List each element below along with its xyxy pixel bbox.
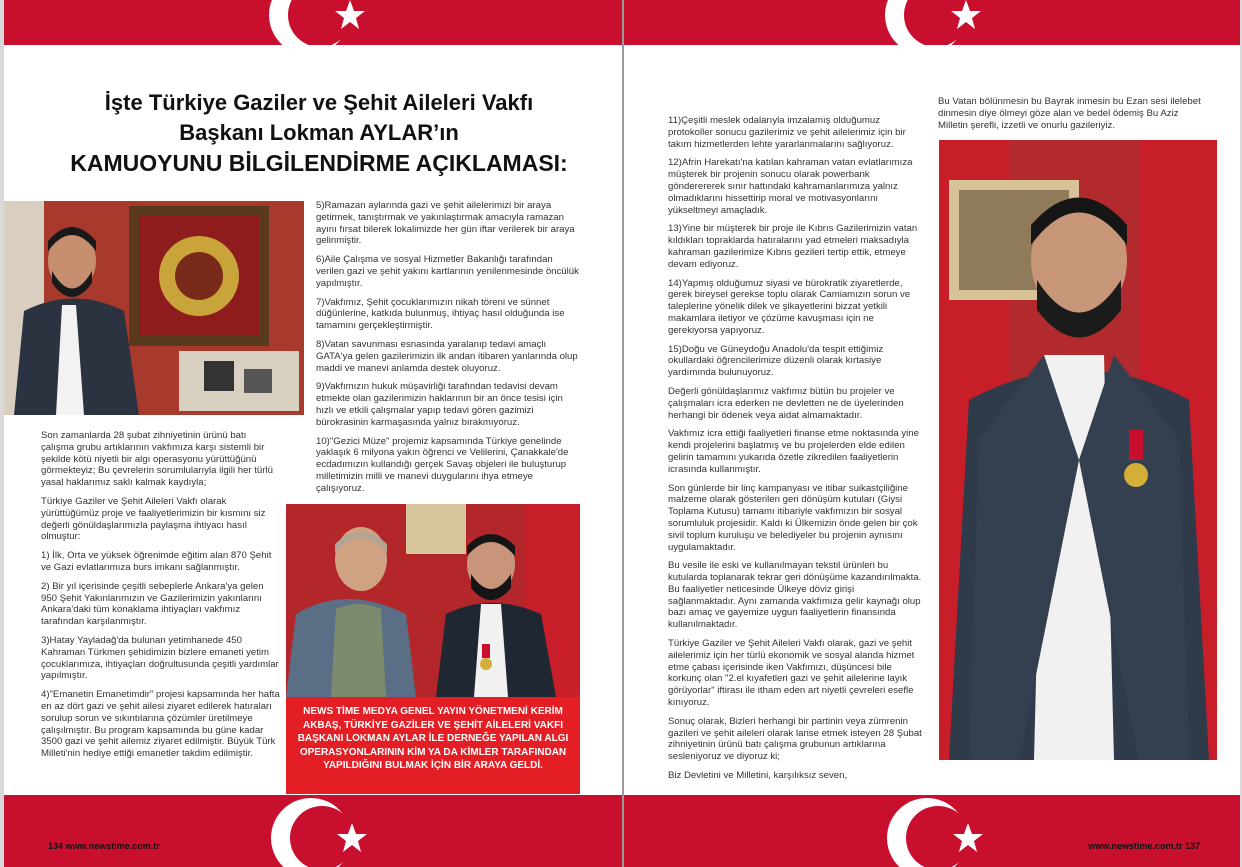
- photo-two-men: [286, 504, 580, 697]
- article-title: [44, 88, 594, 178]
- top-flag-band-left: [4, 0, 622, 45]
- crescent-star-icon: [264, 0, 374, 45]
- paragraph: 15)Doğu ve Güneydoğu Anadolu'da tespit ettiğimiz okullardaki öğrencilerimize düzenli olarak kırtasiye yardımında bulunuyoruz.: [668, 343, 884, 379]
- paragraph: Sonuç olarak, Bizleri herhangi bir partinin veya zümrenin gazileri ve şehit aileleri olarak lanse etmek isteyen 28 Şubat zihniyetinin ürünü batı çalışma grubunun artıklarına sesleniyoruz ve diyoruz ki;: [668, 715, 922, 763]
- top-flag-band-right: [624, 0, 1240, 45]
- paragraph: Son zamanlarda 28 şubat zihniyetinin ürünü batı çalışma grubu artıklarının vakfımıza karşı sistemli bir şekilde kötü niyetli bir algı operasyonu yürüttüğünü görmekteyiz; Bu çevrelerin sorumlularıyla ilgili her türlü yasal haklarımız saklı kalmak kaydıyla;: [41, 430, 273, 489]
- right-page: [624, 0, 1240, 867]
- paragraph: 6)Aile Çalışma ve sosyal Hizmetler Bakanlığı tarafından verilen gazi ve şehit yakını kartlarının yenilenmesinde öncülük yapılmıştır.: [316, 254, 579, 289]
- right-text-column: [668, 115, 924, 789]
- photo-caption: NEWS TİME MEDYA GENEL YAYIN YÖNETMENİ KERİM AKBAŞ, TÜRKİYE GAZİLER VE ŞEHİT AİLELERİ VAKFI BAŞKANI LOKMAN AYLAR İLE DERNEĞE YAPILAN ALGI OPERASYONLARININ KİM YA DA KİMLER TARAFINDAN YAPILDIĞINI BULMAK İÇİN BİR ARAYA GELDİ.: [286, 697, 580, 794]
- paragraph: 11)Çeşitli meslek odalarıyla imzalamış olduğumuz protokoller sonucu gazilerimiz ve şehit ailelerimiz için bir takım hizmetlerden lehte yararlanmalarını sağlıyoruz.: [668, 115, 906, 150]
- paragraph: 2) Bir yıl içerisinde çeşitli sebeplerle Ankara'ya gelen 950 Şehit Yakınlarımızın ve Gazilerimizin yakınlarını Ankara'daki tüm konaklama ihtiyaçları vakfımız tarafından karşılanmıştır.: [41, 580, 264, 628]
- footer-left: 134 www.newstime.com.tr: [48, 841, 160, 851]
- paragraph: 8)Vatan savunması esnasında yaralanıp tedavi amaçlı GATA'ya gelen gazilerimizin ilk andan itibaren yanlarında olup maddi ve manevi anlamda destek oluyoruz.: [316, 338, 578, 374]
- bottom-flag-band-right: [624, 795, 1240, 867]
- crescent-star-icon: [880, 0, 990, 45]
- left-text-column: [41, 430, 281, 767]
- title-line-3: KAMUOYUNU BİLGİLENDİRME AÇIKLAMASI:: [70, 150, 568, 176]
- photo-man-with-emblem: [4, 201, 304, 415]
- paragraph: 10)"Gezici Müze" projemiz kapsamında Türkiye genelinde yaklaşık 6 milyona yakın öğrenci ve Velilerini, Çanakkale'de ecdadımızın kullandığı gerçek Savaş objeleri ile buluşturup milletimizin milli ve manevi duygularını ihya etmeye çalışıyoruz.: [316, 435, 569, 494]
- middle-text-column: [316, 200, 581, 502]
- paragraph: 7)Vakfımız, Şehit çocuklarımızın nikah töreni ve sünnet düğünlerine, katkıda bulunmuş, ihtiyaç hasıl olduğunda ise tamamını gerçekleştirmiştir.: [316, 296, 565, 332]
- magazine-spread: [4, 0, 1240, 867]
- paragraph: Türkiye Gaziler ve Şehit Aileleri Vakfı olarak yürüttüğümüz proje ve faaliyetlerimizin bir kısmını siz değerli gönüldaşlarımızla paylaşma ihtiyacı hasıl olmuştur:: [41, 495, 266, 543]
- title-line-2: Başkanı Lokman AYLAR’ın: [179, 120, 459, 145]
- paragraph: 12)Afrin Harekatı'na katılan kahraman vatan evlatlarımıza müşterek bir projenin sonucu olarak powerbank gönderererek sınır hattındaki kahramanlarımıza yalnız olmadıklarını hissettirip moral ve motivasyonlarını yükseltmeyi amaçladık.: [668, 157, 913, 216]
- paragraph: Değerli gönüldaşlarımız vakfımız bütün bu projeler ve çalışmaları icra ederken ne devletten ne de üyelerinden herhangi bir ödenek veya aidat almamaktadır.: [668, 385, 904, 421]
- bottom-flag-band-left: [4, 795, 622, 867]
- crescent-star-icon: [266, 795, 376, 867]
- paragraph: 5)Ramazan aylarında gazi ve şehit ailelerimizi bir araya getirmek, tanıştırmak ve yakınlaştırmak amacıyla ramazan ayını fırsat bilerek lokalimizde her gün iftar verilerek bir araya gelinmiştir.: [316, 200, 575, 247]
- paragraph: Bu vesile ile eski ve kullanılmayan tekstil ürünleri bu kutularda toplanarak tekrar geri dönüşüme kazandırılmakta. Bu faaliyetler neticesinde Ülkeye döviz girişi sağlanmaktadır. Aynı zamanda vakfımıza gelir kaynağı olup bazı amaç ve gayemize uygun faaliyetlerin finansında kullanılmaktadır.: [668, 560, 922, 631]
- paragraph: 4)"Emanetin Emanetimdir" projesi kapsamında her hafta en az dört gazi ve şehit ailesi ziyaret edilerek hatıraları sorulup sorun ve sıkıntılarına çözümler üretilmeye çalışılmıştır. Bu program kapsamında bu güne kadar 3500 gazi ve şehit ailemiz ziyaret edilmiştir. Büyük Türk Milleti'nin hediye ettiği emanetler takdim edilmiştir.: [41, 689, 280, 760]
- title-line-1: İşte Türkiye Gaziler ve Şehit Aileleri Vakfı: [104, 90, 534, 115]
- crescent-star-icon: [882, 795, 992, 867]
- paragraph: Biz Devletini ve Milletini, karşılıksız seven,: [668, 770, 848, 782]
- paragraph: 1) İlk, Orta ve yüksek öğrenimde eğitim alan 870 Şehit ve Gazi evlatlarımıza burs imkanı sağlanmıştır.: [41, 550, 272, 573]
- paragraph: Son günlerde bir linç kampanyası ve itibar suikastçiliğine malzeme olarak gösterilen geri dönüşüm kutuları (Giysi Toplama Kutusu) tamamı itibariyle vakfımızın bir sosyal sorumluluk projesidir. Kaldı ki Ülkemizin önde gelen bir çok sivil toplum kuruluşu ve belediyeler bu projenin aynısını uygulamaktadır.: [668, 482, 918, 553]
- paragraph: Vakfımız icra ettiği faaliyetleri finanse etme noktasında yine kendi projelerini başlatmış ve bu projelerden elde edilen gelirin tamamını yukarıda özetle zikredilen faaliyetlerin icrasında kullanmıştır.: [668, 428, 919, 475]
- far-right-text: Bu Vatan bölünmesin bu Bayrak inmesin bu Ezan sesi ilelebet dinmesin diye ölmeyi göze alan ve bedel ödemiş Bu Aziz Milletin şerefli, izzetli ve onurlu gazileriyiz.: [938, 96, 1201, 131]
- paragraph: Türkiye Gaziler ve Şehit Aileleri Vakfı olarak, gazi ve şehit ailelerimiz için her türlü ekonomik ve sosyal alanda hizmet etme çabası içerisinde iken Vakfımızı, düşüncesi bile korkunç olan "2.el kıyafetleri gazi ve şehit ailelerine layık görüyorlar" iftirası ile itham eden art niyetli çevreleri esefle kınıyoruz.: [668, 638, 915, 709]
- paragraph: 13)Yine bir müşterek bir proje ile Kıbrıs Gazilerimizin vatan kıldıkları topraklarda hatıralarını yad etmeleri maksadıyla kahraman gazilerimize Kıbrıs gezileri tertip ettik, etmeye devam ediyoruz.: [668, 223, 918, 270]
- footer-right: www.newstime.com.tr 137: [1088, 841, 1200, 851]
- paragraph: 3)Hatay Yayladağ'da bulunan yetimhanede 450 Kahraman Türkmen şehidimizin bizlere emaneti yetim çocuklarımıza, ihtiyaçları doğrultusunda çeşitli yardımlar yapılmıştır.: [41, 634, 279, 682]
- paragraph: 14)Yapmış olduğumuz siyasi ve bürokratik ziyaretlerde, gerek bireysel gerekse toplu olarak Camiamızın sorun ve taleplerine yönelik dilek ve şikayetlerini bizzat yetkili makamlara iletiyor ve çözüme kavuşması için ne gerekiyorsa yapıyoruz.: [668, 277, 911, 336]
- photo-portrait-lokman-aylar: [939, 140, 1217, 760]
- paragraph: 9)Vakfımızın hukuk müşavirliği tarafından tedavisi devam etmekte olan gazilerimizin haklarının bir an önce tesisi için hızlı ve etkili çalışmalar yapıp tedavi gören gazimizi bürokrasinin karmaşasında yalnız bırakmıyoruz.: [316, 381, 563, 428]
- left-page: [4, 0, 622, 867]
